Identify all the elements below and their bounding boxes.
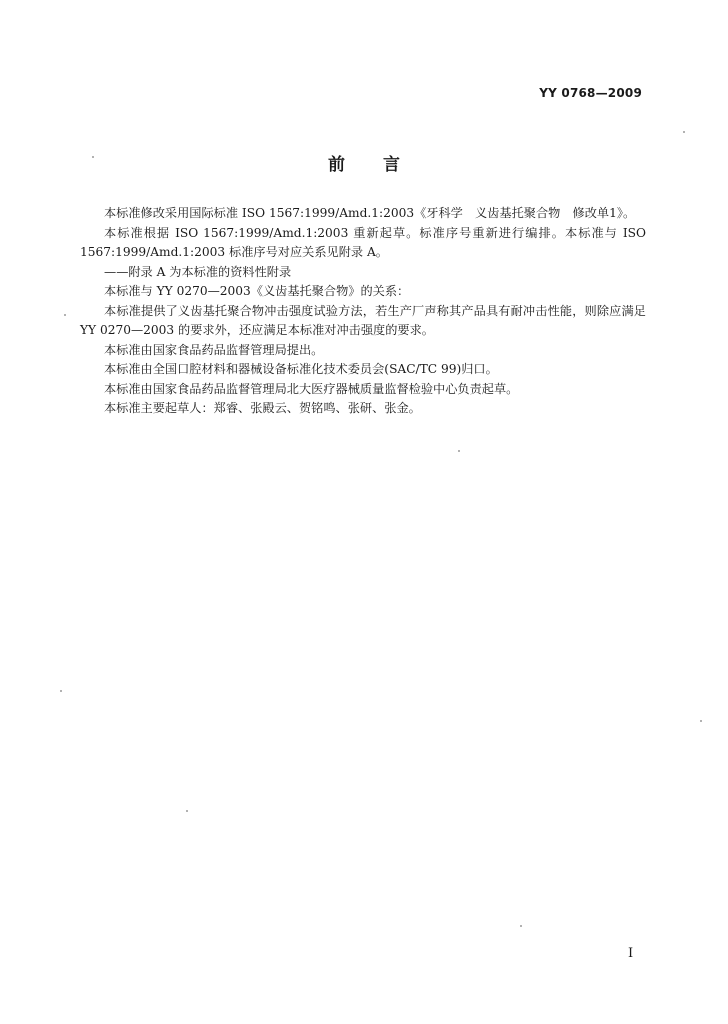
paragraph-drafting-basis: 本标准根据 ISO 1567:1999/Amd.1:2003 重新起草。标准序号重新进行编排。本标准与 ISO 1567:1999/Amd.1:2003 标准序号对应关系见附录 A。 — [80, 225, 646, 259]
foreword-body — [80, 204, 646, 419]
paragraph-managed-by: 本标准由全国口腔材料和器械设备标准化技术委员会(SAC/TC 99)归口。 — [104, 362, 498, 376]
paragraph-proposed-by: 本标准由国家食品药品监督管理局提出。 — [104, 342, 324, 357]
scan-speck — [700, 720, 702, 722]
standard-code: YY 0768—2009 — [539, 86, 642, 100]
paragraph-drafted-by: 本标准由国家食品药品监督管理局北大医疗器械质量监督检验中心负责起草。 — [104, 381, 519, 396]
paragraph-drafters: 本标准主要起草人：郑睿、张殿云、贺铭鸣、张研、张金。 — [104, 401, 421, 415]
scan-speck — [186, 810, 188, 812]
page-title: 前言 — [328, 155, 438, 175]
scan-speck — [60, 690, 62, 692]
paragraph-annex-note: ——附录 A 为本标准的资料性附录 — [104, 264, 292, 279]
paragraph-adoption: 本标准修改采用国际标准 ISO 1567:1999/Amd.1:2003《牙科学 义齿基托聚合物 修改单1》。 — [104, 206, 636, 220]
scan-speck — [92, 156, 94, 158]
paragraph-relation: 本标准与 YY 0270—2003《义齿基托聚合物》的关系： — [104, 284, 410, 298]
scan-speck — [683, 131, 685, 133]
paragraph-impact-test: 本标准提供了义齿基托聚合物冲击强度试验方法，若生产厂声称其产品具有耐冲击性能，则除应满足 YY 0270—2003 的要求外，还应满足本标准对冲击强度的要求。 — [80, 303, 646, 337]
scan-speck — [458, 450, 460, 452]
scan-speck — [520, 925, 522, 927]
page-number: I — [628, 946, 634, 961]
scan-speck — [64, 314, 66, 316]
